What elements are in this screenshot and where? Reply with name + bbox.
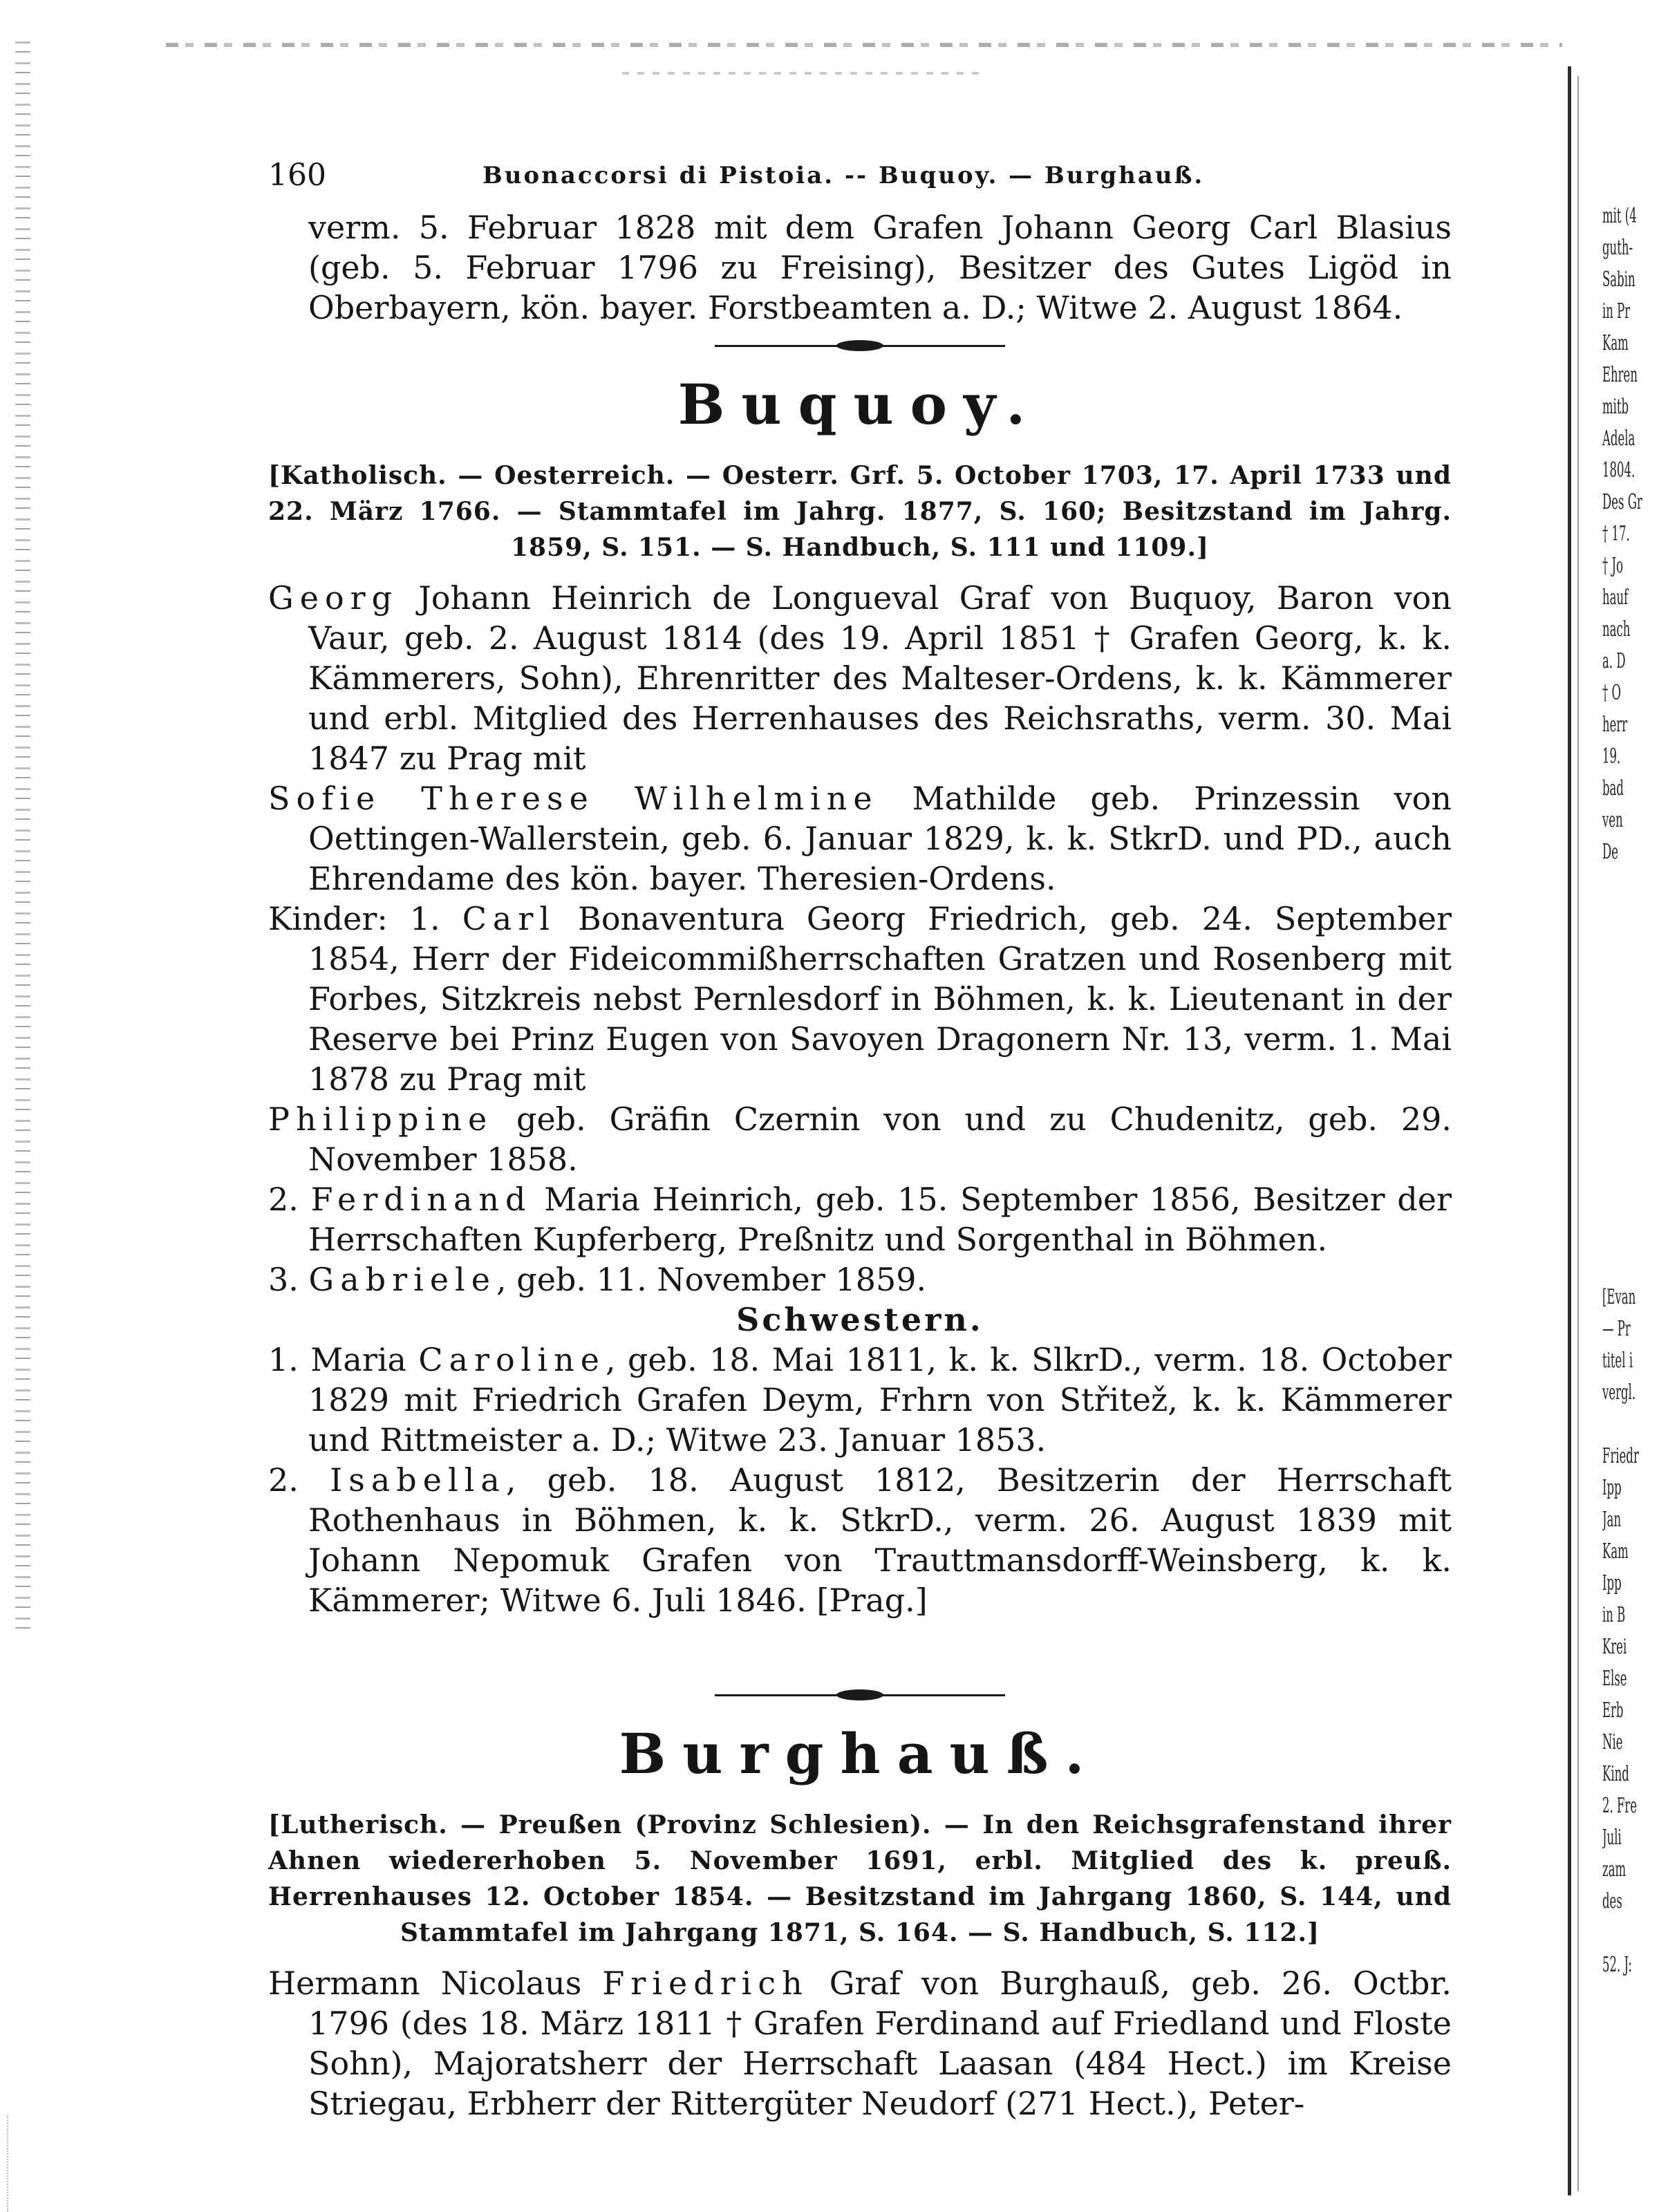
neighbor-fragment: Kam [1602, 331, 1629, 355]
entry-name: Friedrich [602, 1965, 809, 2002]
entry-text: , geb. 11. November 1859. [496, 1261, 927, 1298]
scan-corner-mark [7, 2115, 57, 2212]
neighbor-fragment [1602, 1250, 1633, 1282]
neighbor-fragment: De [1602, 840, 1618, 864]
entry-text: Maria Heinrich, geb. 15. September 1856, Besitzer der Herrschaften Kupferberg, Preßnitz und Sorgenthal in Böhmen. [308, 1181, 1452, 1258]
neighbor-fragment: 1804. [1602, 458, 1635, 482]
neighbor-fragment: Des Gr [1602, 490, 1642, 514]
neighbor-fragment: herr [1602, 713, 1628, 737]
neighbor-fragment [1602, 1123, 1633, 1154]
entry-text: Bonaventura Georg Friedrich, geb. 24. September 1854, Herr der Fideicommißherrschaften Gratzen und Rosenberg mit Forbes, Sitzkreis nebst Pernlesdorf in Böhmen, k. k. Lieutenant in der Reserve bei Prinz Eugen von Savoyen Dragonern Nr. 13, verm. 1. Mai 1878 zu Prag mit [308, 900, 1452, 1098]
entry-text: , geb. 18. August 1812, Besitzerin der Herrschaft Rothenhaus in Böhmen, k. k. StkrD., verm. 26. August 1839 mit Johann Nepomuk Grafen von Trauttmansdorff-Weinsberg, k. k. Kämmerer; Witwe 6. Juli 1846. [Prag.] [308, 1461, 1452, 1619]
scan-edge-top-secondary [622, 72, 982, 75]
neighbor-fragment: Kam [1602, 1539, 1629, 1564]
entry-name: Isabella [330, 1461, 506, 1499]
entry-sister-2 [268, 1460, 1452, 1620]
ornamental-divider [715, 340, 1005, 351]
neighbor-fragment: Adela [1602, 427, 1635, 451]
entry-sister-1 [268, 1340, 1452, 1460]
running-head: Buonaccorsi di Pistoia. -- Buquoy. — Burghauß. [482, 162, 1205, 189]
previous-entry-continuation: verm. 5. Februar 1828 mit dem Grafen Johann Georg Carl Blasius (geb. 5. Februar 1796 zu Freising), Besitzer des Gutes Ligöd in Oberbayern, kön. bayer. Forstbeamten a. D.; Witwe 2. August 1864. [308, 209, 1452, 326]
neighbor-page-fragment [1602, 200, 1659, 2205]
neighbor-fragment: mitb [1602, 395, 1629, 419]
entry-head-burghauss [268, 1963, 1452, 2124]
page-gutter [1568, 66, 1571, 2195]
neighbor-fragment: in Pr [1602, 299, 1631, 324]
neighbor-fragment: 19. [1602, 744, 1621, 769]
section-meta-buquoy: [Katholisch. — Oesterreich. — Oesterr. Grf. 5. October 1703, 17. April 1733 und 22. März 1766. — Stammtafel im Jahrg. 1877, S. 160; Besitzstand im Jahrg. 1859, S. 151. — S. Handbuch, S. 111 und 1109.] [268, 461, 1452, 562]
entry-name: Caroline [418, 1341, 606, 1378]
page-gutter-shadow [1577, 76, 1579, 2191]
page-header [268, 158, 1452, 207]
entry-name: Ferdinand [310, 1181, 532, 1218]
neighbor-fragment: Sabin [1602, 268, 1635, 292]
neighbor-fragment [1602, 868, 1633, 900]
entry-name: Philippine [268, 1100, 494, 1138]
neighbor-fragment: ven [1602, 808, 1623, 832]
neighbor-fragment [1602, 964, 1633, 995]
entry-child-1-spouse [268, 1099, 1452, 1179]
entry-text: Johann Heinrich de Longueval Graf von Buquoy, Baron von Vaur, geb. 2. August 1814 (des 19. April 1851 † Grafen Georg, k. k. Kämmerers, Sohn), Ehrenritter des Malteser-Ordens, k. k. Kämmerer und erbl. Mitglied des Herrenhauses des Reichsraths, verm. 30. Mai 1847 zu Prag mit [308, 579, 1452, 777]
entry-head-buquoy [268, 578, 1452, 778]
neighbor-fragment: Nie [1602, 1730, 1623, 1754]
entry-prefix: Hermann Nicolaus [268, 1965, 603, 2002]
neighbor-fragment: † 17. [1602, 522, 1630, 546]
neighbor-fragment [1602, 1091, 1633, 1123]
entry-text: Mathilde geb. Prinzessin von Oettingen-Wallerstein, geb. 6. Januar 1829, k. k. StkrD. und PD., auch Ehrendame des kön. bayer. Theresien-Ordens. [308, 780, 1452, 897]
entry-text: geb. Gräfin Czernin von und zu Chudenitz, geb. 29. November 1858. [308, 1100, 1452, 1178]
neighbor-fragment [1602, 1154, 1633, 1186]
neighbor-fragment [1602, 1218, 1633, 1250]
section-meta-burghauss: [Lutherisch. — Preußen (Provinz Schlesien). — In den Reichsgrafenstand ihrer Ahnen wiedererhoben 5. November 1691, erbl. Mitglied des k. preuß. Herrenhauses 12. October 1854. — Besitzstand im Jahrgang 1860, S. 144, und Stammtafel im Jahrgang 1871, S. 164. — S. Handbuch, S. 112.] [268, 1810, 1452, 1947]
ornamental-divider [715, 1689, 1005, 1700]
section-title-burghauss: Burghauß. [619, 1721, 1101, 1786]
neighbor-fragment: Juli [1602, 1826, 1622, 1850]
entry-prefix: 3. [268, 1261, 309, 1298]
neighbor-fragment: † O [1602, 681, 1622, 705]
entry-child-3 [268, 1259, 1452, 1300]
neighbor-fragment: Erb [1602, 1698, 1624, 1723]
neighbor-fragment: 2. Fre [1602, 1794, 1638, 1818]
neighbor-fragment: nach [1602, 617, 1631, 641]
neighbor-fragment: mit (4 [1602, 204, 1637, 228]
neighbor-fragment: Jan [1602, 1508, 1622, 1532]
neighbor-fragment: Krei [1602, 1635, 1627, 1659]
entry-prefix: 2. [268, 1461, 330, 1499]
neighbor-fragment [1602, 932, 1633, 964]
neighbor-fragment [1602, 995, 1633, 1027]
neighbor-fragment: Ehren [1602, 363, 1638, 387]
neighbor-fragment [1602, 900, 1633, 932]
neighbor-fragment [1602, 1059, 1633, 1091]
book-page [268, 158, 1452, 2124]
section-title-buquoy: Buquoy. [677, 372, 1042, 437]
neighbor-fragment: guth- [1602, 236, 1633, 260]
neighbor-fragment: hauf [1602, 585, 1629, 610]
neighbor-fragment: vergl. [1602, 1380, 1636, 1405]
neighbor-fragment [1602, 1918, 1633, 1949]
entry-child-1 [268, 899, 1452, 1099]
neighbor-fragment: † Jo [1602, 554, 1624, 578]
neighbor-fragment: Kind [1602, 1762, 1629, 1786]
scan-edge-left [15, 41, 30, 1631]
entry-prefix: 1. Maria [268, 1341, 419, 1378]
neighbor-fragment: a. D [1602, 649, 1626, 673]
neighbor-fragment: titel i [1602, 1349, 1633, 1373]
neighbor-fragment: zam [1602, 1857, 1627, 1882]
entry-spouse-buquoy [268, 778, 1452, 899]
neighbor-fragment: 52. J: [1602, 1953, 1632, 1977]
neighbor-fragment: Else [1602, 1667, 1627, 1691]
page-number: 160 [268, 158, 326, 193]
neighbor-fragment [1602, 1409, 1633, 1441]
neighbor-fragment: [Evan [1602, 1285, 1636, 1309]
scan-edge-top [166, 43, 1562, 47]
entry-name: Gabriele [308, 1261, 496, 1298]
sisters-heading: Schwestern. [736, 1301, 984, 1338]
entry-prefix: Kinder: 1. [268, 900, 462, 937]
neighbor-fragment [1602, 1027, 1633, 1059]
entry-text: , geb. 18. Mai 1811, k. k. SlkrD., verm. 18. October 1829 mit Friedrich Grafen Deym, Frhrn von Střitež, k. k. Kämmerer und Rittmeister a. D.; Witwe 23. Januar 1853. [308, 1341, 1452, 1459]
neighbor-fragment: des [1602, 1889, 1622, 1913]
neighbor-fragment: in B [1602, 1603, 1626, 1627]
entry-name: Carl [462, 900, 556, 937]
entry-prefix: 2. [268, 1181, 311, 1218]
neighbor-fragment: Ipp [1602, 1571, 1622, 1595]
entry-child-2 [268, 1179, 1452, 1259]
entry-name: Sofie Therese Wilhelmine [268, 780, 879, 817]
neighbor-fragment: bad [1602, 776, 1624, 800]
neighbor-fragment: Ipp [1602, 1476, 1622, 1500]
neighbor-fragment [1602, 1186, 1633, 1218]
neighbor-fragment: — Pr [1602, 1317, 1631, 1341]
neighbor-fragment: Friedr [1602, 1444, 1639, 1468]
entry-name: Georg [268, 579, 399, 617]
entry-text: Graf von Burghauß, geb. 26. Octbr. 1796 (des 18. März 1811 † Grafen Ferdinand auf Friedland und Floste Sohn), Majoratsherr der Herrschaft Laasan (484 Hect.) im Kreise Striegau, Erbherr der Rittergüter Neudorf (271 Hect.), Peter- [308, 1965, 1452, 2122]
